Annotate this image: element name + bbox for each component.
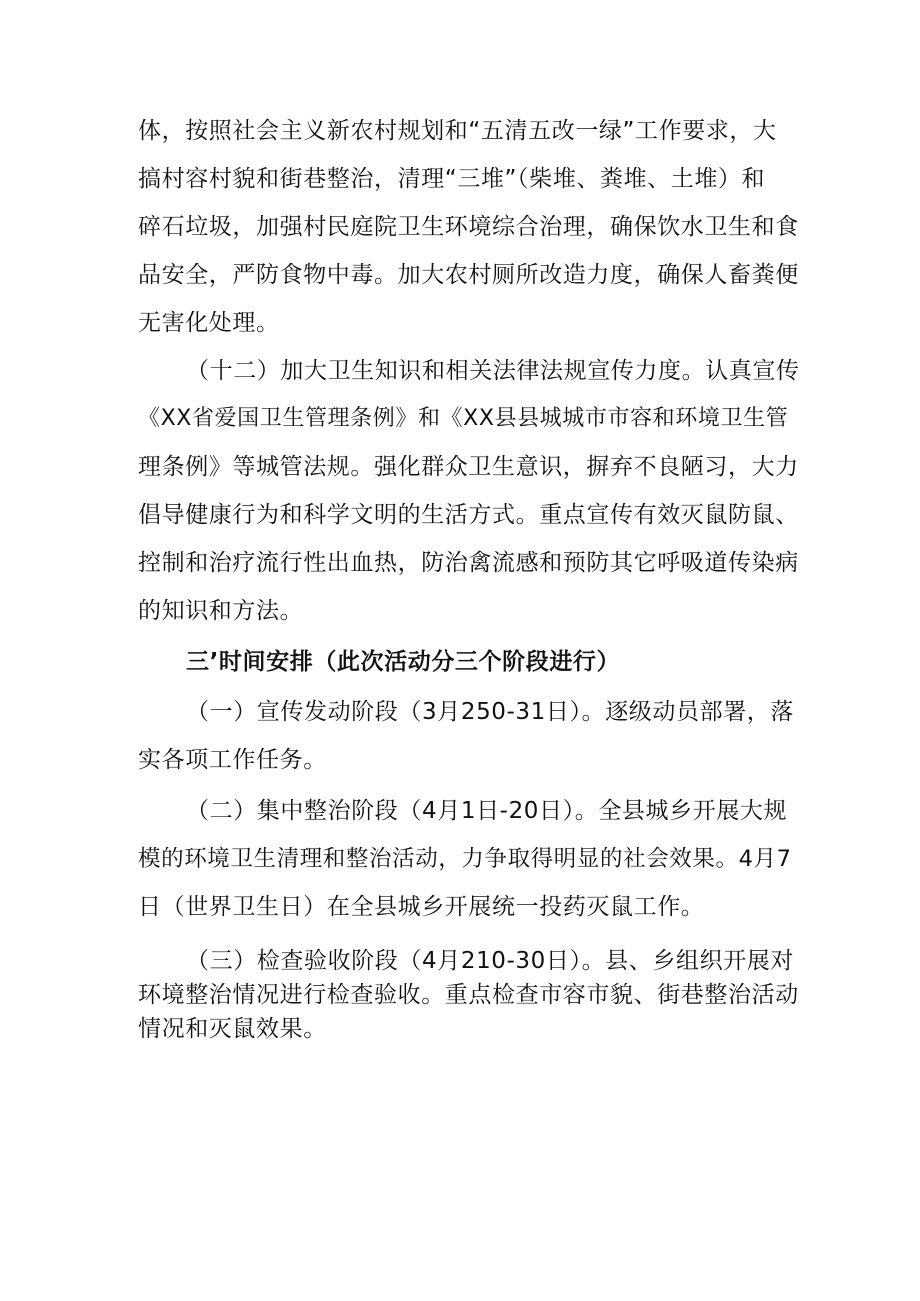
paragraph-line: 碎石垃圾，加强村民庭院卫生环境综合治理，确保饮水卫生和食 xyxy=(138,214,799,240)
section-heading: 三’时间安排（此次活动分三个阶段进行） xyxy=(186,649,621,675)
paragraph-line: 无害化处理。 xyxy=(138,310,280,336)
paragraph-line: （十二）加大卫生知识和相关法律法规宣传力度。认真宣传 xyxy=(186,358,800,384)
paragraph-line: 日（世界卫生日）在全县城乡开展统一投药灭鼠工作。 xyxy=(138,894,705,920)
paragraph-line: 《XX省爱国卫生管理条例》和《XX县县城城市市容和环境卫生管 xyxy=(138,406,789,431)
paragraph-line: 的知识和方法。 xyxy=(138,598,304,624)
paragraph-line: （三）检查验收阶段（4月210-30日）。县、乡组织开展对 xyxy=(186,948,794,974)
paragraph-line: 控制和治疗流行性出血热，防治禽流感和预防其它呼吸道传染病 xyxy=(138,550,799,576)
paragraph-line: 搞村容村貌和街巷整治，清理“三堆”（柴堆、粪堆、土堆）和 xyxy=(138,166,766,192)
paragraph-line: 倡导健康行为和科学文明的生活方式。重点宣传有效灭鼠防鼠、 xyxy=(138,502,799,528)
paragraph-line: 理条例》等城管法规。强化群众卫生意识，摒弃不良陋习，大力 xyxy=(138,454,799,480)
paragraph-line: （一）宣传发动阶段（3月250-31日）。逐级动员部署，落 xyxy=(186,699,794,725)
paragraph-line: 模的环境卫生清理和整治活动，力争取得明显的社会效果。4月7 xyxy=(138,846,792,872)
paragraph-line: 品安全，严防食物中毒。加大农村厕所改造力度，确保人畜粪便 xyxy=(138,262,799,288)
paragraph-line: 情况和灭鼠效果。 xyxy=(138,1016,327,1042)
paragraph-line: 实各项工作任务。 xyxy=(138,747,327,773)
paragraph-line: 体，按照社会主义新农村规划和“五清五改一绿”工作要求，大 xyxy=(138,118,777,144)
paragraph-line: （二）集中整治阶段（4月1日-20日）。全县城乡开展大规 xyxy=(186,798,788,824)
paragraph-line: 环境整治情况进行检查验收。重点检查市容市貌、街巷整治活动 xyxy=(138,982,799,1008)
